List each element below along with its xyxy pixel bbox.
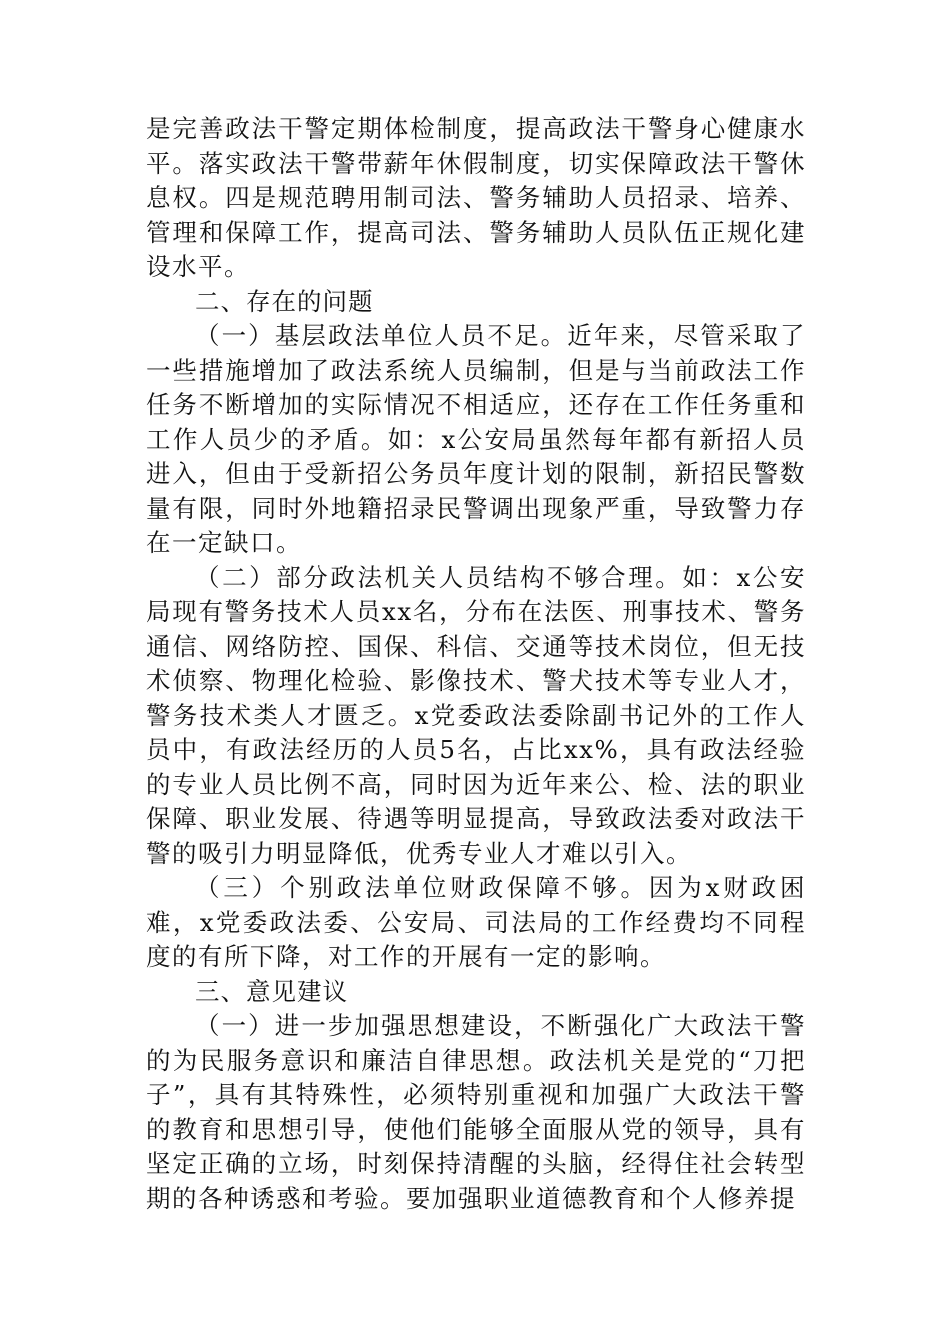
paragraph-problem-3: （三）个别政法单位财政保障不够。因为x财政困难，x党委政法委、公安局、司法局的工作经费均不同程度的有所下降，对工作的开展有一定的影响。 [146, 873, 806, 971]
paragraph-continuation: 是完善政法干警定期体检制度，提高政法干警身心健康水平。落实政法干警带薪年休假制度，切实保障政法干警休息权。四是规范聘用制司法、警务辅助人员招录、培养、管理和保障工作，提高司法、警务辅助人员队伍正规化建设水平。 [146, 114, 806, 281]
section-heading-problems: 二、存在的问题 [195, 286, 374, 316]
paragraph-suggestion-1: （一）进一步加强思想建设，不断强化广大政法干警的为民服务意识和廉洁自律思想。政法机关是党的“刀把子”，具有其特殊性，必须特别重视和加强广大政法干警的教育和思想引导，使他们能够全面服从党的领导，具有坚定正确的立场，时刻保持清醒的头脑，经得住社会转型期的各种诱惑和考验。要加强职业道德教育和个人修养提 [146, 1011, 806, 1213]
paragraph-problem-2: （二）部分政法机关人员结构不够合理。如：x公安局现有警务技术人员xx名，分布在法医、刑事技术、警务通信、网络防控、国保、科信、交通等技术岗位，但无技术侦察、物理化检验、影像技术、警犬技术等专业人才，警务技术类人才匮乏。x党委政法委除副书记外的工作人员中，有政法经历的人员5名，占比xx%，具有政法经验的专业人员比例不高，同时因为近年来公、检、法的职业保障、职业发展、待遇等明显提高，导致政法委对政法干警的吸引力明显降低，优秀专业人才难以引入。 [146, 562, 806, 868]
document-body [146, 112, 806, 1216]
section-heading-suggestions: 三、意见建议 [195, 976, 348, 1006]
paragraph-problem-1: （一）基层政法单位人员不足。近年来，尽管采取了一些措施增加了政法系统人员编制，但是与当前政法工作任务不断增加的实际情况不相适应，还存在工作任务重和工作人员少的矛盾。如：x公安局虽然每年都有新招人员进入，但由于受新招公务员年度计划的限制，新招民警数量有限，同时外地籍招录民警调出现象严重，导致警力存在一定缺口。 [146, 321, 806, 557]
